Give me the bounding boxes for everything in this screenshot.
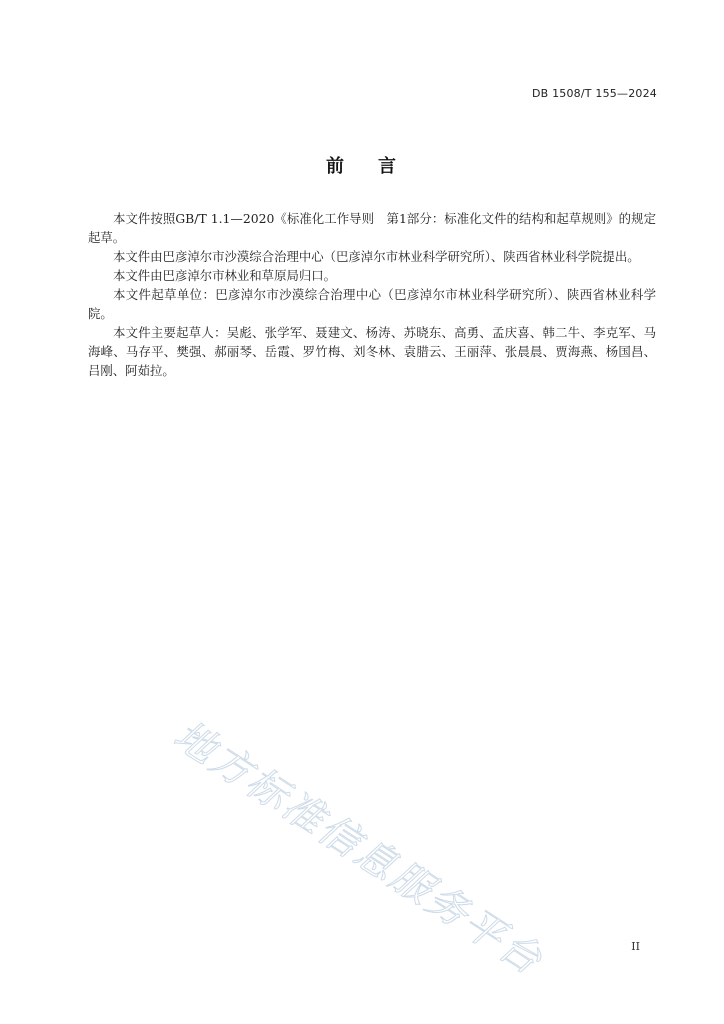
paragraph-administrator: 本文件由巴彦淖尔市林业和草原局归口。 [113,268,337,283]
paragraph-drafters: 本文件主要起草人：吴彪、张学军、聂建文、杨涛、苏晓东、高勇、孟庆喜、韩二牛、李克军、马海峰、马存平、樊强、郝丽琴、岳霞、罗竹梅、刘冬林、袁腊云、王丽萍、张晨晨、贾海燕、杨国昌、吕刚、阿茹拉。 [88,325,656,378]
page-number: II [631,940,640,953]
paragraph-drafting-units: 本文件起草单位：巴彦淖尔市沙漠综合治理中心（巴彦淖尔市林业科学研究所）、陕西省林业科学院。 [88,287,656,321]
title-char-1: 前 [326,156,346,177]
title-char-2: 言 [378,156,398,177]
foreword-body [88,209,656,380]
standard-code: DB 1508/T 155—2024 [531,87,657,100]
paragraph-proposer: 本文件由巴彦淖尔市沙漠综合治理中心（巴彦淖尔市林业科学研究所）、陕西省林业科学院提出。 [113,249,640,264]
watermark: 地方标准信息服务平台 [165,712,552,985]
section-title [0,152,724,178]
paragraph-drafting-rules: 本文件按照GB/T 1.1—2020《标准化工作导则 第1部分：标准化文件的结构和起草规则》的规定起草。 [88,211,656,245]
